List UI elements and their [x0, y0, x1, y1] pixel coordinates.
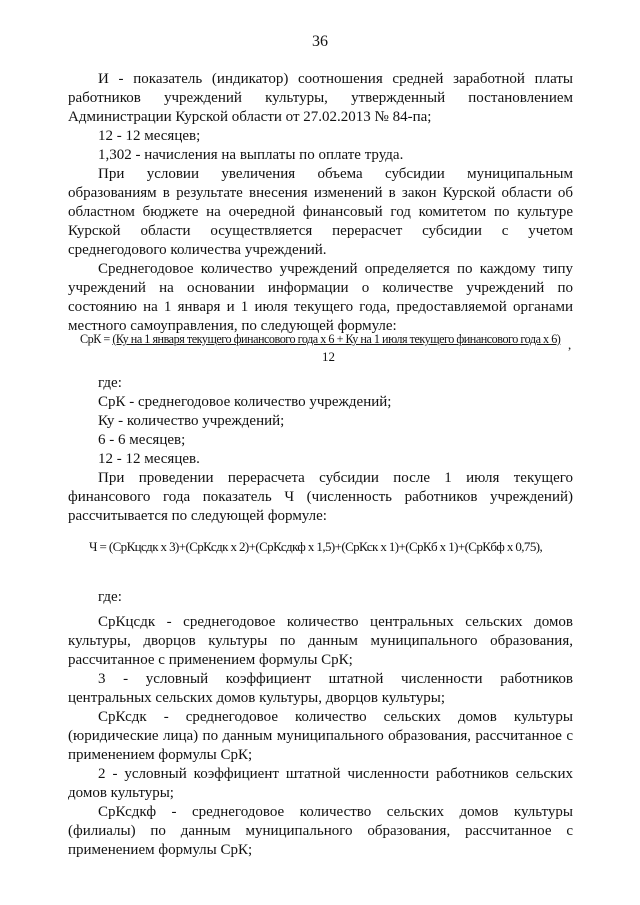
- text-line: СрКцсдк - среднегодовое количество центральных сельских домов: [98, 614, 573, 630]
- formula-avg-count: [80, 332, 560, 347]
- text-line: Ку - количество учреждений;: [98, 413, 285, 429]
- text-line: 2 - условный коэффициент штатной численности работников сельских: [98, 766, 573, 782]
- text-line: 3 - условный коэффициент штатной численности работников: [98, 671, 573, 687]
- text-line: СрКсдкф - среднегодовое количество сельских домов культуры: [98, 804, 573, 820]
- text-line: среднегодового количества учреждений.: [68, 242, 327, 258]
- text-line: 12 - 12 месяцев;: [98, 128, 201, 144]
- text-line: применением формулы СрК;: [68, 747, 253, 763]
- text-line: 6 - 6 месяцев;: [98, 432, 186, 448]
- text-line: рассчитывается по следующей формуле:: [68, 508, 327, 524]
- text-line: Среднегодовое количество учреждений определяется по каждому типу: [98, 261, 573, 277]
- text-line: Администрации Курской области от 27.02.2013 № 84-па;: [68, 109, 432, 125]
- text-line: образованиям в результате внесения изменений в закон Курской области об: [68, 185, 573, 201]
- text-line: рассчитанное с применением формулы СрК;: [68, 652, 353, 668]
- text-line: Курской области осуществляется перерасчет субсидии с учетом: [68, 223, 573, 239]
- text-line: состоянию на 1 января и 1 июля текущего года, предоставляемой органами: [68, 299, 573, 315]
- text-line: СрКсдк - среднегодовое количество сельских домов культуры: [98, 709, 573, 725]
- formula-denominator: 12: [322, 349, 335, 364]
- text-line: финансового года показатель Ч (численность работников учреждений): [68, 489, 573, 505]
- text-line: СрК - среднегодовое количество учреждений;: [98, 394, 392, 410]
- text-line: И - показатель (индикатор) соотношения средней заработной платы: [98, 71, 573, 87]
- text-line: где:: [98, 589, 122, 605]
- text-line: местного самоуправления, по следующей формуле:: [68, 318, 397, 334]
- text-line: где:: [98, 375, 122, 391]
- formula-numerator: (Ку на 1 января текущего финансового года х 6 + Ку на 1 июля текущего финансового года х 6): [112, 332, 561, 346]
- formula-staff-count: Ч = (СрКцсдк х 3)+(СрКсдк х 2)+(СрКсдкф х 1,5)+(СрКск х 1)+(СрКб х 1)+(СрКбф х 0,75),: [89, 539, 543, 554]
- formula-tail: ,: [568, 337, 572, 352]
- formula-lhs: СрК =: [80, 332, 113, 346]
- text-line: учреждений на основании информации о количестве учреждений по: [68, 280, 573, 296]
- text-line: (юридические лица) по данным муниципального образования, рассчитанное с: [68, 728, 573, 744]
- text-line: культуры, дворцов культуры по данным муниципального образования,: [68, 633, 573, 649]
- page-number: 36: [312, 33, 328, 50]
- text-line: 1,302 - начисления на выплаты по оплате труда.: [98, 147, 404, 163]
- text-line: центральных сельских домов культуры, дворцов культуры;: [68, 690, 445, 706]
- text-line: При условии увеличения объема субсидии муниципальным: [98, 166, 573, 182]
- text-line: (филиалы) по данным муниципального образования, рассчитанное с: [68, 823, 573, 839]
- text-line: областном бюджете на очередной финансовый год комитетом по культуре: [68, 204, 573, 220]
- text-line: При проведении перерасчета субсидии после 1 июля текущего: [98, 470, 573, 486]
- text-line: 12 - 12 месяцев.: [98, 451, 200, 467]
- text-line: работников учреждений культуры, утвержденный постановлением: [68, 90, 573, 106]
- text-line: применением формулы СрК;: [68, 842, 253, 858]
- text-line: домов культуры;: [68, 785, 174, 801]
